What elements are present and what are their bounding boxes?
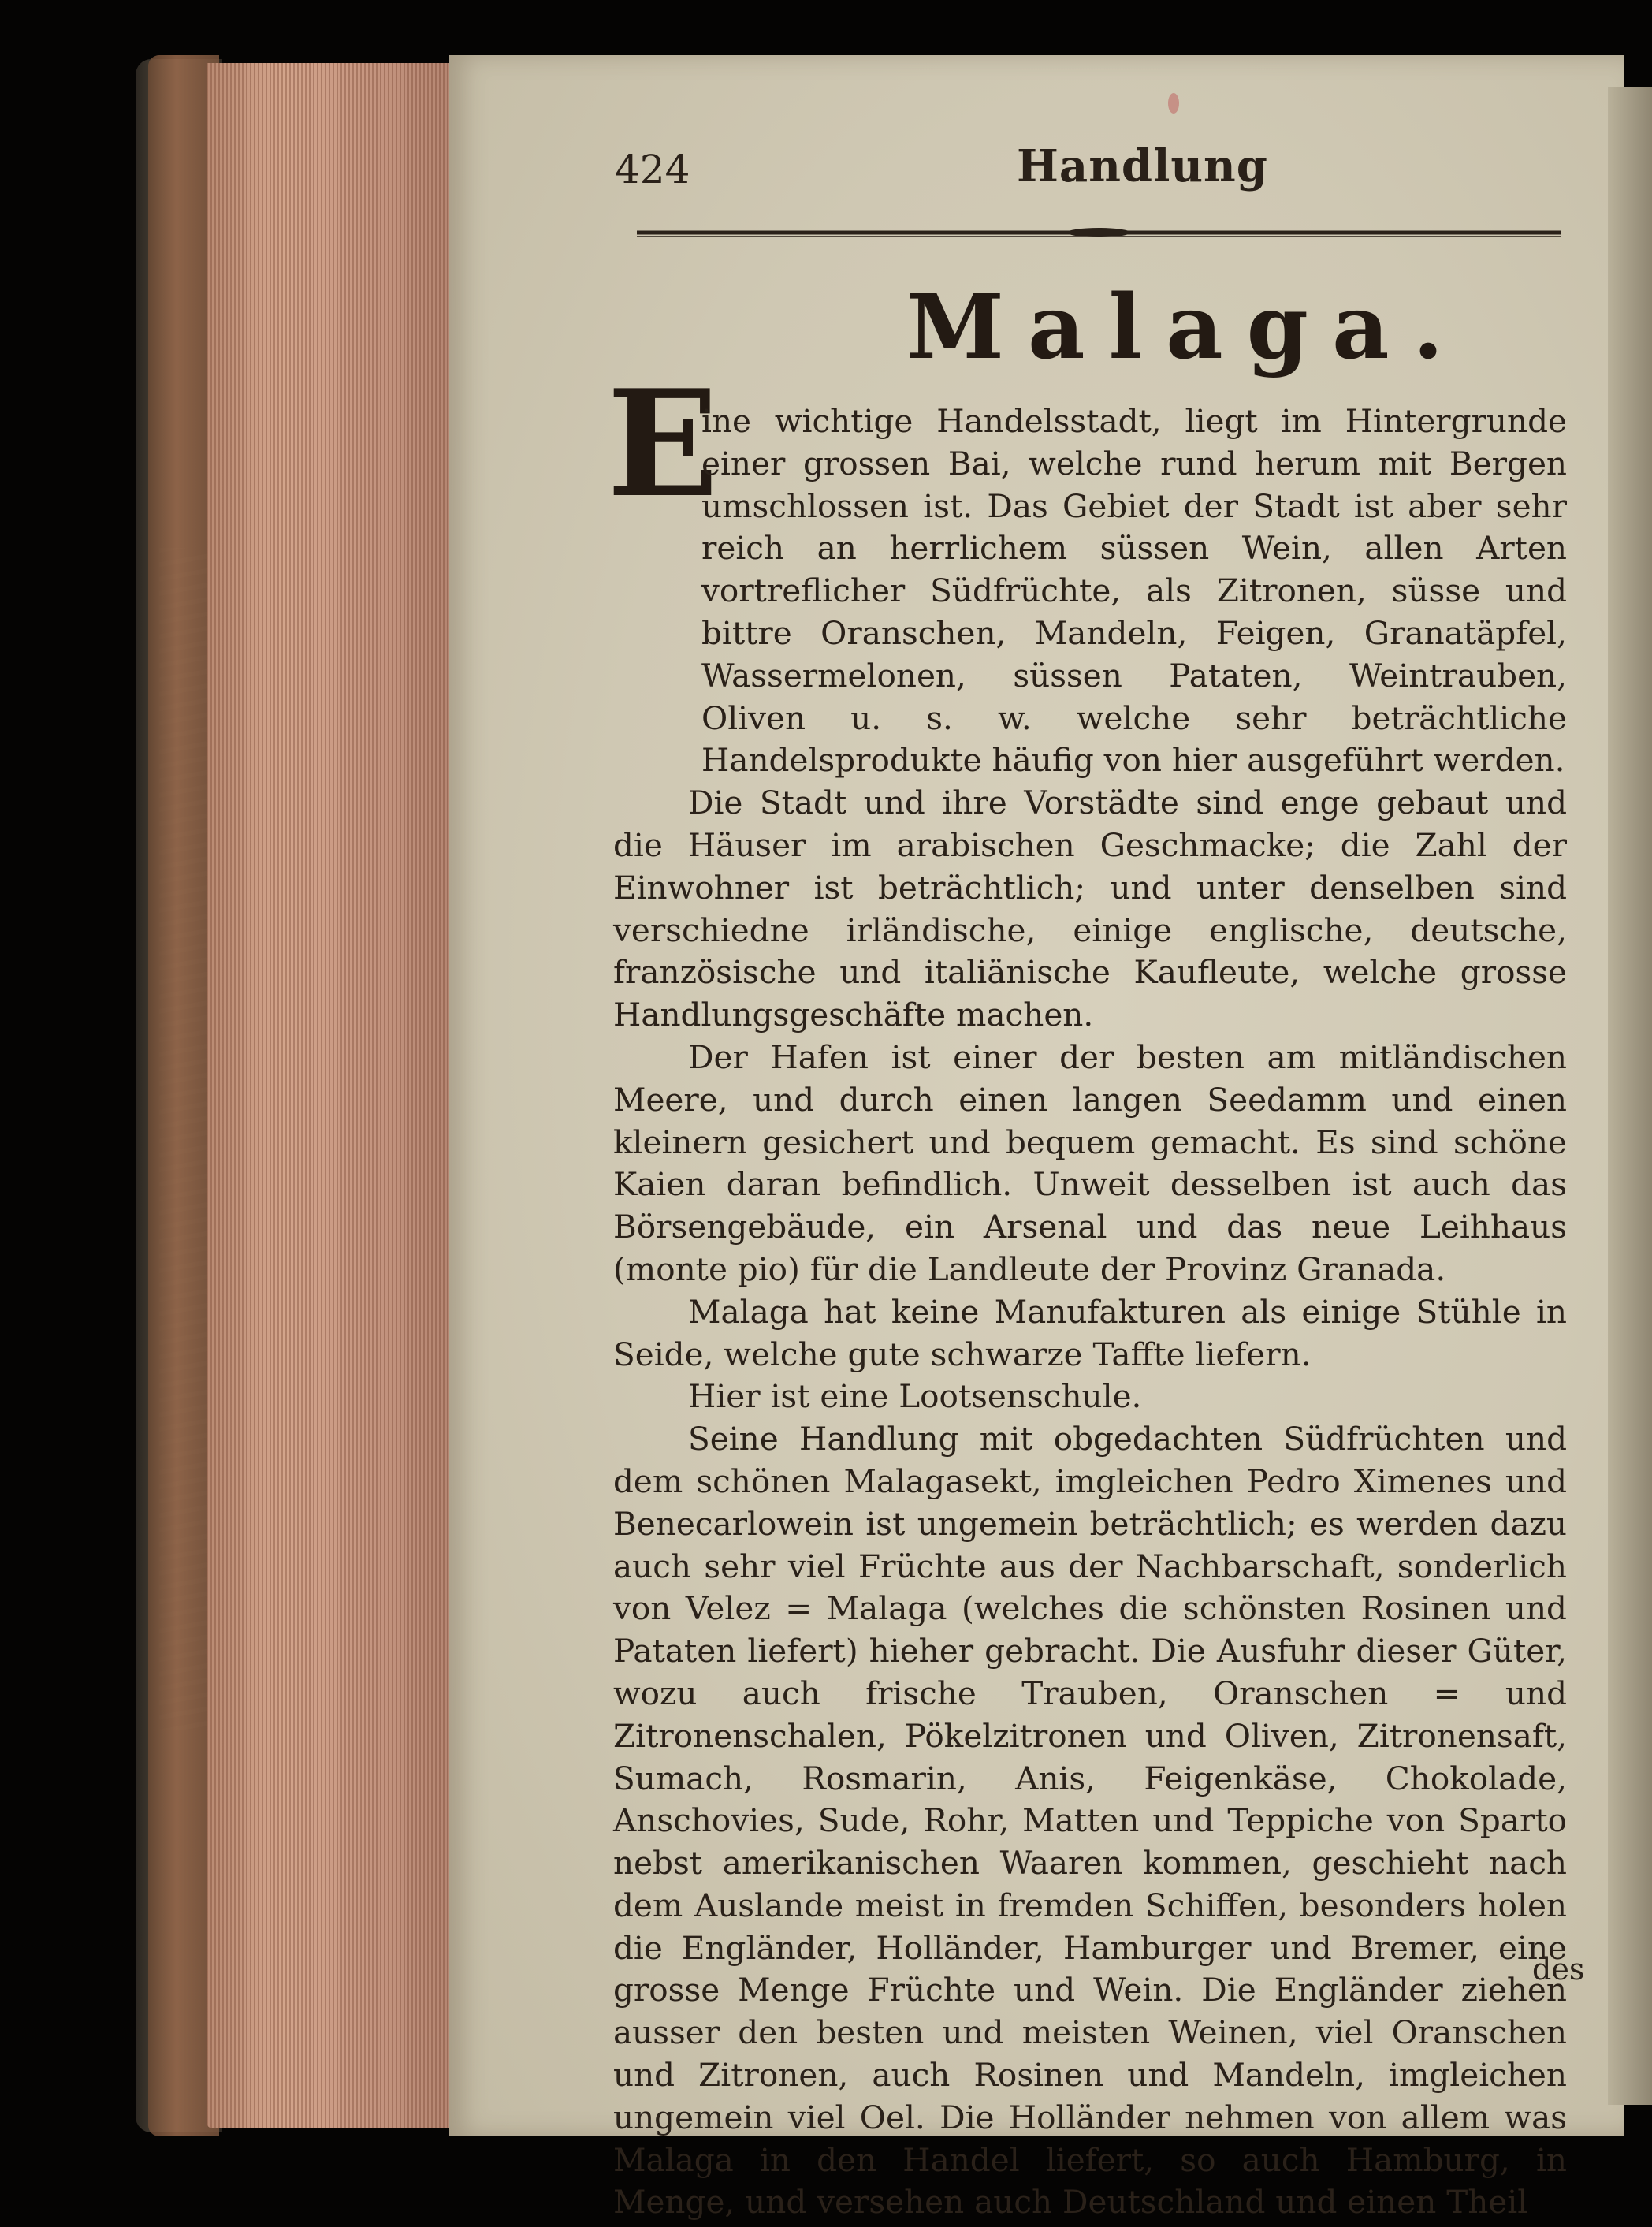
facing-page-edge: [1608, 87, 1652, 2105]
paragraph: [613, 400, 1567, 782]
paragraph: Seine Handlung mit obgedachten Südfrüchten und dem schönen Malagasekt, imgleichen Pedro Ximenes und Benecarlowein ist ungemein beträchtlich; es werden dazu auch sehr viel Früchte aus der Nachbarschaft, sonderlich von Velez = Malaga (welches die schönsten Rosinen und Pataten liefert) hieher gebracht. Die Ausfuhr dieser Güter, wozu auch frische Trauben, Oranschen = und Zitronenschalen, Pökelzitronen und Oliven, Zitronensaft, Sumach, Rosmarin, Anis, Feigenkäse, Chokolade, Anschovies, Sude, Rohr, Matten und Teppiche von Sparto nebst amerikanischen Waaren kommen, geschieht nach dem Auslande meist in fremden Schiffen, besonders holen die Engländer, Holländer, Hamburger und Bremer, eine grosse Menge Früchte und Wein. Die Engländer ziehen ausser den besten und meisten Weinen, viel Oranschen und Zitronen, auch Rosinen und Mandeln, imgleichen ungemein viel Oel. Die Holländer nehmen von allem was Malaga in den Handel liefert, so auch Hamburg, in Menge, und versehen auch Deutschland und einen Theil: [613, 1420, 1567, 2221]
ink-spot: [1168, 93, 1179, 114]
paragraph: Hier ist eine Lootsenschule.: [688, 1377, 1142, 1416]
paragraph: Der Hafen ist einer der besten am mitländischen Meere, und durch einen langen Seedamm und einen kleinern gesichert und bequem gemacht. Es sind schöne Kaien daran befindlich. Unweit desselben ist auch das Börsengebäude, ein Arsenal und das neue Leihhaus (monte pio) für die Landleute der Provinz Granada.: [613, 1037, 1567, 1288]
page-edges: [206, 63, 459, 2128]
page-title: Malaga.: [906, 276, 1468, 379]
running-head: Handlung: [1017, 140, 1268, 192]
paragraph: Die Stadt und ihre Vorstädte sind enge gebaut und die Häuser im arabischen Geschmacke; die Zahl der Einwohner ist beträchtlich; und unter denselben sind verschiedne irländische, einige englische, deutsche, französische und italiänische Kaufleute, welche grosse Handlungsgeschäfte machen.: [613, 784, 1567, 1034]
body-text: [613, 400, 1567, 2221]
ornamental-rule: [637, 227, 1561, 238]
catchword: des: [1532, 1952, 1585, 1987]
page-number: 424: [615, 147, 690, 192]
paragraph-text: ine wichtige Handelsstadt, liegt im Hintergrunde einer grossen Bai, welche rund herum mit Bergen umschlossen ist. Das Gebiet der Stadt ist aber sehr reich an herrlichem süssen Wein, allen Arten vortreflicher Südfrüchte, als Zitronen, süsse und bittre Oranschen, Mandeln, Feigen, Granatäpfel, Wassermelonen, süssen Pataten, Weintrauben, Oliven u. s. w. welche sehr beträchtliche Handelsprodukte häufig von hier ausgeführt werden.: [701, 402, 1567, 780]
drop-cap: E: [607, 357, 719, 530]
paragraph: Malaga hat keine Manufakturen als einige Stühle in Seide, welche gute schwarze Taffte liefern.: [613, 1292, 1567, 1373]
page-header: [615, 140, 1561, 196]
